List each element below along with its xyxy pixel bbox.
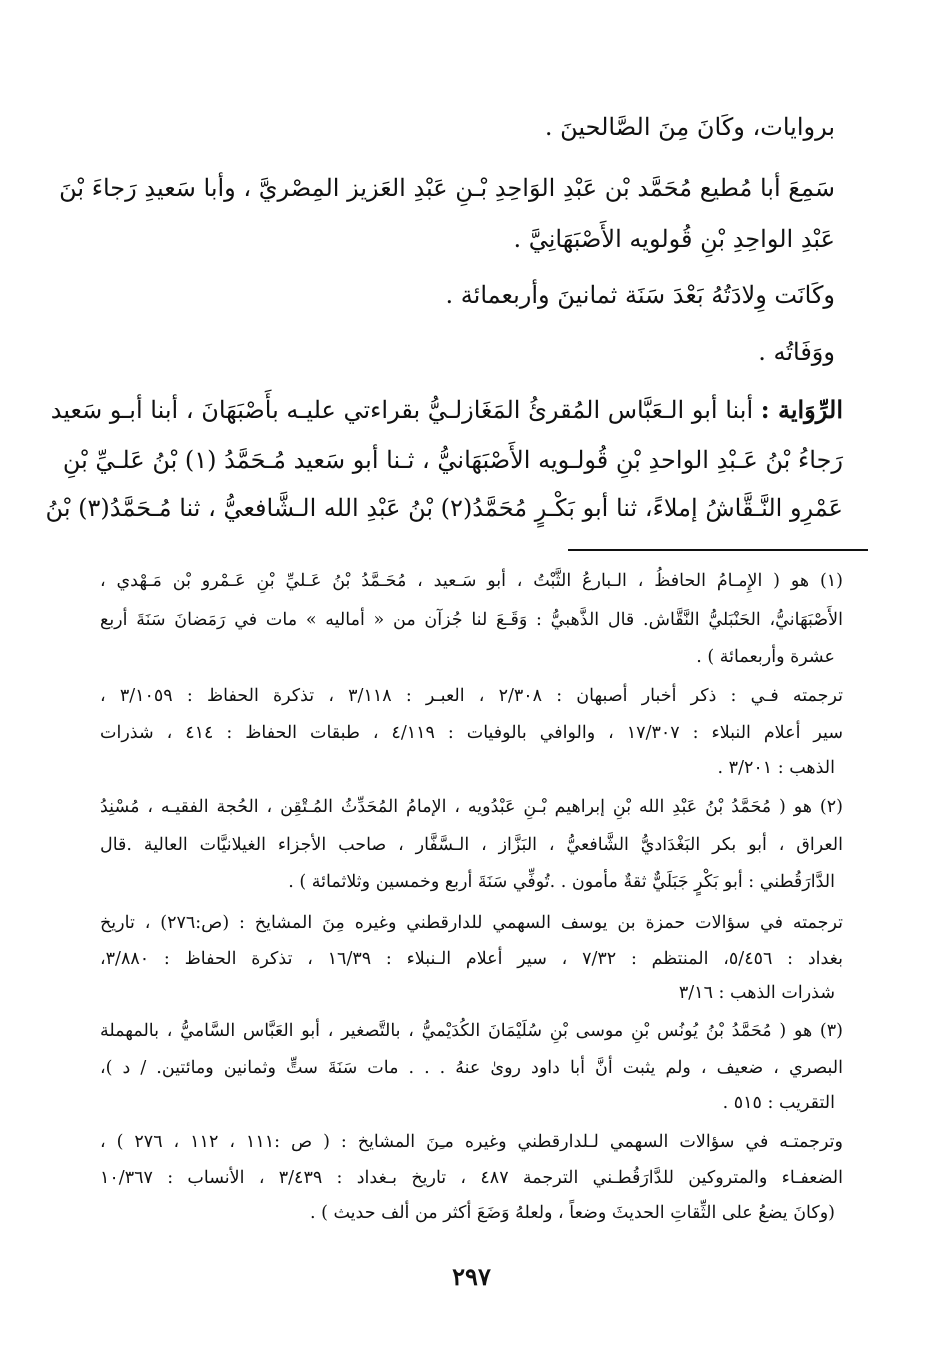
main-text-line-2: سَمِعَ أبا مُطيع مُحَمَّد بْن عَبْدِ الوَاحِدِ بْـنِ عَبْدِ العَزيز المِصْريَّ ، وأبا سَعيدِ رَجاءَ بْنَ	[59, 174, 835, 202]
footnote-1-line-2: الأَصْبَهَانيُّ، الحَنْبَليُّ النَّقَّاش. قال الذَّهبيُّ : وَقَـعَ لنا جُزآن من « أماليه » مات في رَمَضانَ سَنَةَ أربع	[100, 610, 843, 630]
footnote-1-refs-line-3: الذهب : ٣/٢٠١ .	[717, 758, 835, 778]
footnote-1-refs-line-1: ترجمته فـي : ذكر أخبار أصبهان : ٢/٣٠٨ ، العبـر : ٣/١١٨ ، تذكرة الحفاظ : ٣/١٠٥٩ ،	[100, 686, 843, 706]
footnote-2-refs-line-3: شذرات الذهب : ٣/١٦	[678, 983, 835, 1003]
footnote-2-line-2: العراق ، أبو بكر البَغْدَاديُّ الشَّافعيُّ ، البَزَّاز ، الـسَّفَّار ، صاحب الأجزاء الغيلانيَّات العالية .قال	[100, 835, 843, 855]
footnote-2-line-1: (٢) هو ( مُحَمَّدُ بْنُ عَبْدِ الله بْنِ إبراهيم بْـنِ عَبْدُويه ، الإمامُ المُحَدِّثُ المُـتْقِن ، الحُجة الفقيـه ، مُسْنِدُ	[100, 797, 843, 817]
footnote-1-line-3: عشرة وأربعمائة ) .	[696, 647, 835, 667]
main-text-line-8: عَمْرِو النَّـقَّاشُ إملاءً، ثنا أبو بَكْـرٍ مُحَمَّدُ(٢) بْنُ عَبْدِ الله الـشَّافعيُّ ، ثنا مُـحَمَّدُ(٣) بْنُ	[45, 494, 843, 522]
footnote-3-refs-line-1: وترجمتـه في سؤالات السهمي لـلدارقطني وغيره مـِنَ المشايخ : ( ص :١١١ ، ١١٢ ، ٢٧٦ ) ،	[100, 1132, 843, 1152]
main-text-line-5: ووَفَاتُه .	[758, 338, 835, 366]
footnote-divider	[568, 549, 868, 551]
footnote-1-line-1: (١) هو ( الإِمـامُ الحافظُ ، الـبارعُ الثَّبْتُ ، أبو سَـعيد ، مُحَـمَّدُ بْنُ عَـليِّ بْنِ عَـمْرو بْن مَـهْدي ،	[100, 571, 843, 591]
footnote-2-refs-line-1: ترجمته في سؤالات حمزة بن يوسف السهمي للدارقطني وغيره مِنَ المشايخ : (ص:٢٧٦) ، تاريخ	[100, 913, 843, 933]
page-number: ٢٩٧	[452, 1262, 491, 1291]
footnote-1-refs-line-2: سير أعلام النبلاء : ١٧/٣٠٧ ، والوافي بالوفيات : ٤/١١٩ ، طبقات الحفاظ : ٤١٤ ، شذرات	[100, 723, 843, 743]
main-text-line-7: رَجاءُ بْنُ عَـبْدِ الواحدِ بْنِ قُولـويه الأَصْبَهَانيُّ ، ثـنا أبو سَعيد مُـحَمَّدُ (١) بْنُ عَلـيِّ بْنِ	[62, 446, 843, 474]
footnote-3-refs-line-3: (وكانَ يضعُ على الثِّقاتِ الحديثَ وضعاً ، ولعلهُ وَضَعَ أكثر من ألف حديث ) .	[309, 1203, 835, 1223]
riwaya-text: أبنا أبو الـعَبَّاس المُقرئُ المَغَازلـيُّ بقراءتي عليـه بأَصْبَهَانَ ، أبنا أبـو سَعيد	[50, 396, 754, 424]
footnote-2-refs-line-2: بغداد : ٥/٤٥٦، المنتظم : ٧/٣٢ ، سير أعلام الـنبلاء : ١٦/٣٩ ، تذكرة الحفاظ : ٣/٨٨٠،	[100, 949, 843, 969]
main-text-line-3: عَبْدِ الواحِدِ بْنِ قُولويه الأَصْبَهَانِيَّ .	[513, 225, 835, 253]
riwaya-label: الرِّوَاية :	[760, 395, 843, 424]
footnote-3-line-1: (٣) هو ( مُحَمَّدُ بْنُ يُونُس بْنِ موسى بْنِ سُلَيْمَانَ الكُدَيْميُّ ، بالتَّصغير ، أبو العَبَّاس السَّاميُّ ، بالمهملة	[100, 1021, 843, 1041]
main-text-line-1: بروايات، وكَانَ مِنَ الصَّالحينَ .	[544, 113, 835, 141]
riwaya-line	[50, 390, 843, 430]
footnote-2-line-3: الدَّارَقُطني : أبو بَكْرٍ جَبَلَيٌّ ثقةٌ مأمون . .تُوفِّي سَنَةَ أربع وخمسين وثلاثمائة ) .	[288, 872, 835, 892]
main-text-line-4: وكَانَت وِلادَتُهُ بَعْدَ سَنَة ثمانينَ وأربعمائة .	[445, 281, 835, 309]
footnote-3-line-2: البصري ، ضعيف ، ولم يثبت أنَّ أبا داود روىٰ عنهُ . . . مات سَنَةَ ستٍّ وثمانين ومائتين. / د )،	[100, 1058, 843, 1078]
footnote-3-line-3: التقريب : ٥١٥ .	[722, 1093, 835, 1113]
footnote-3-refs-line-2: الضعفـاء والمتروكين للدَّارَقُطـني الترجمة ٤٨٧ ، تاريخ بـغداد : ٣/٤٣٩ ، الأنساب : ١٠/٣٦٧	[100, 1168, 843, 1188]
